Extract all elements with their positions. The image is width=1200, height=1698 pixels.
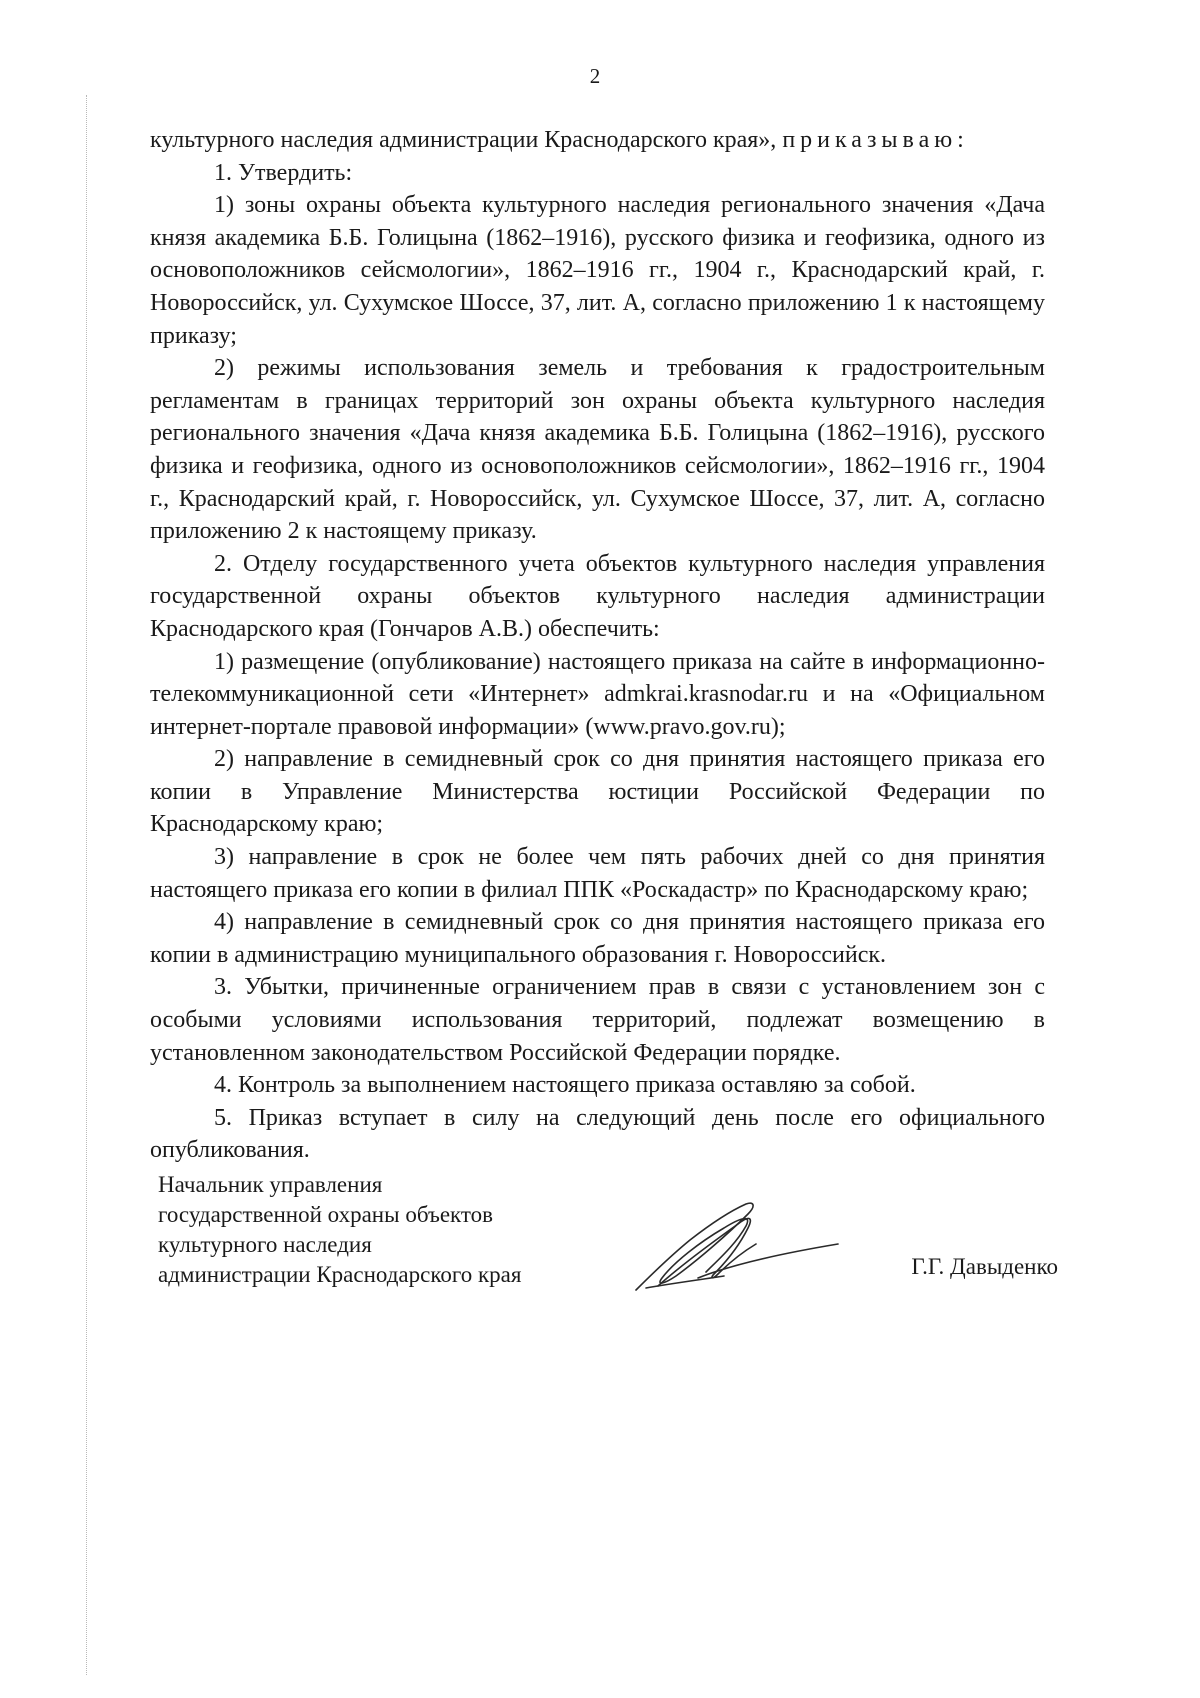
- intro-lead-text: культурного наследия администрации Краснодарского края»,: [150, 127, 783, 153]
- paragraph-item-2-2: 2) направление в семидневный срок со дня принятия настоящего приказа его копии в Управление Министерства юстиции Российской Федерации по Краснодарскому краю;: [150, 746, 1045, 838]
- paragraph-item-1: 1. Утвердить:: [214, 159, 353, 186]
- signature-block: [158, 1170, 1058, 1340]
- signer-name: Г.Г. Давыденко: [911, 1254, 1058, 1279]
- signer-title-line: культурного наследия: [158, 1232, 372, 1257]
- paragraph-intro: [150, 124, 1045, 157]
- paragraph-item-4: 4. Контроль за выполнением настоящего приказа оставляю за собой.: [214, 1072, 916, 1099]
- paragraph-item-1-1: 1) зоны охраны объекта культурного наследия регионального значения «Дача князя академика Б.Б. Голицына (1862–1916), русского физика и геофизика, одного из основоположников сейсмологии», 1862–1916 гг., 1904 г., Краснодарский край, г. Новороссийск, ул. Сухумское Шоссе, 37, лит. А, согласно приложению 1 к настоящему приказу;: [150, 192, 1045, 349]
- page-number: 2: [589, 64, 601, 88]
- signer-title-line: государственной охраны объектов: [158, 1202, 494, 1227]
- signer-title-line: администрации Краснодарского края: [158, 1262, 522, 1287]
- paragraph-item-2-4: 4) направление в семидневный срок со дня принятия настоящего приказа его копии в администрацию муниципального образования г. Новороссийск.: [150, 909, 1045, 968]
- paragraph-item-2: 2. Отделу государственного учета объектов культурного наследия управления государственной охраны объектов культурного наследия администрации Краснодарского края (Гончаров А.В.) обеспечить:: [150, 550, 1045, 642]
- order-keyword: приказываю:: [782, 127, 969, 153]
- order-body: [150, 124, 1045, 1167]
- scan-margin-line: [86, 95, 87, 1675]
- handwritten-signature: [628, 1198, 848, 1298]
- paragraph-item-2-3: 3) направление в срок не более чем пять рабочих дней со дня принятия настоящего приказа его копии в филиал ППК «Роскадастр» по Краснодарскому краю;: [150, 844, 1045, 903]
- paragraph-item-1-2: 2) режимы использования земель и требования к градостроительным регламентам в границах территорий зон охраны объекта культурного наследия регионального значения «Дача князя академика Б.Б. Голицына (1862–1916), русского физика и геофизика, одного из основоположников сейсмологии», 1862–1916 гг., 1904 г., Краснодарский край, г. Новороссийск, ул. Сухумское Шоссе, 37, лит. А, согласно приложению 2 к настоящему приказу.: [150, 355, 1045, 545]
- paragraph-item-5: 5. Приказ вступает в силу на следующий день после его официального опубликования.: [150, 1104, 1045, 1164]
- paragraph-item-3: 3. Убытки, причиненные ограничением прав в связи с установлением зон с особыми условиями использования территорий, подлежат возмещению в установленном законодательством Российской Федерации порядке.: [150, 974, 1045, 1066]
- paragraph-item-2-1: 1) размещение (опубликование) настоящего приказа на сайте в информационно-телекоммуникационной сети «Интернет» admkrai.krasnodar.ru и на «Официальном интернет-портале правовой информации» (www.pravo.gov.ru);: [150, 648, 1045, 740]
- signer-title: [158, 1170, 521, 1290]
- signer-title-line: Начальник управления: [158, 1172, 383, 1197]
